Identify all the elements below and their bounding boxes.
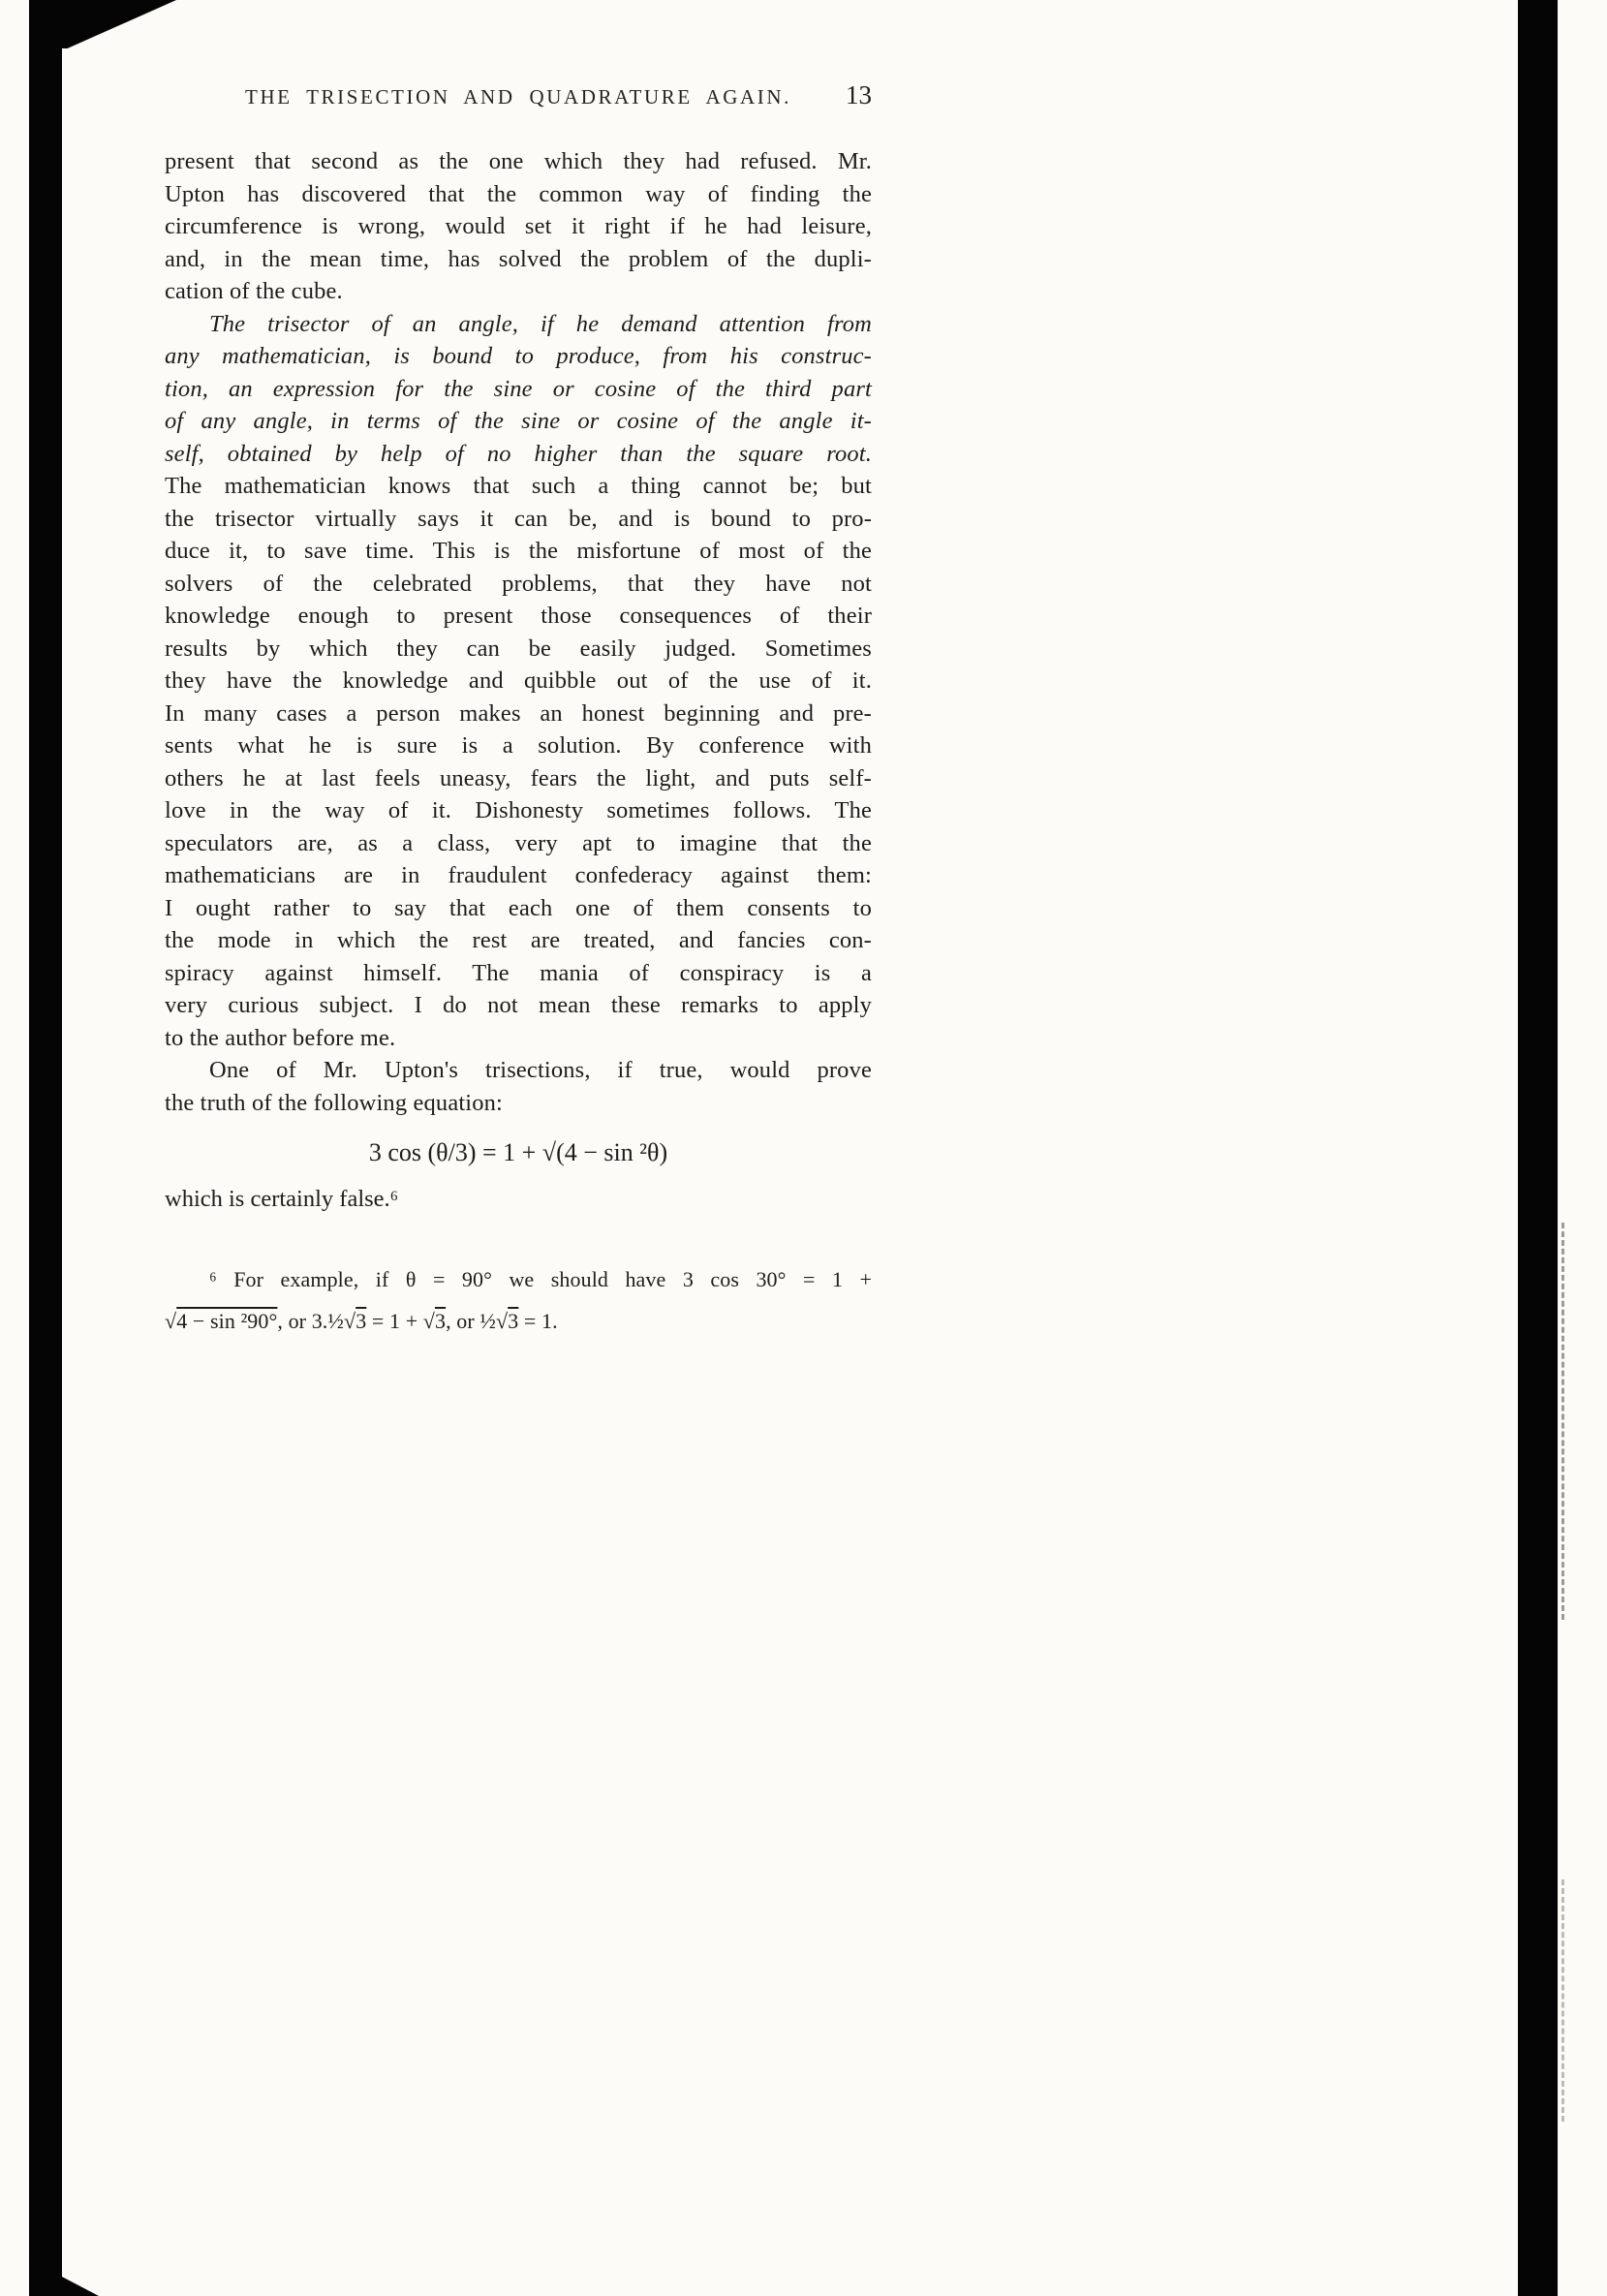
text-line: The trisector of an angle, if he demand attention from xyxy=(209,310,872,337)
page-header xyxy=(165,80,872,116)
text-line: present that second as the one which they had refused. Mr. xyxy=(165,148,872,174)
scan-artifact-top-left-wedge xyxy=(29,0,176,48)
text-line: any mathematician, is bound to produce, from his construc- xyxy=(165,343,872,369)
text-line: circumference is wrong, would set it right if he had leisure, xyxy=(165,213,872,239)
text-line: In many cases a person makes an honest beginning and pre- xyxy=(165,699,872,727)
body-text xyxy=(165,145,872,1119)
text-line: self, obtained by help of no higher than the square root. xyxy=(165,440,872,467)
text-segment: √ xyxy=(165,1308,177,1333)
radicand-overline: 3 xyxy=(435,1308,447,1333)
text-line: the trisector virtually says it can be, and is bound to pro- xyxy=(165,505,872,532)
radicand-overline: 3 xyxy=(508,1308,519,1333)
text-line: cation of the cube. xyxy=(165,278,343,304)
text-line: sents what he is sure is a solution. By conference with xyxy=(165,732,872,759)
text-line: speculators are, as a class, very apt to imagine that the xyxy=(165,829,872,856)
text-line: The mathematician knows that such a thing cannot be; but xyxy=(165,473,872,499)
text-line: mathematicians are in fraudulent confederacy against them: xyxy=(165,862,872,888)
text-line: very curious subject. I do not mean these remarks to apply xyxy=(165,992,872,1018)
running-title: THE TRISECTION AND QUADRATURE AGAIN. xyxy=(245,85,791,109)
page-content xyxy=(165,80,872,1342)
text-line: others he at last feels uneasy, fears the light, and puts self- xyxy=(165,764,872,791)
text-segment: , or ½√ xyxy=(446,1308,509,1333)
text-line: results by which they can be easily judged. Sometimes xyxy=(165,635,872,662)
text-line: the truth of the following equation: xyxy=(165,1089,504,1116)
text-line: to the author before me. xyxy=(165,1024,396,1051)
scan-artifact-left-edge xyxy=(29,0,62,2296)
text-line: the mode in which the rest are treated, and fancies con- xyxy=(165,927,872,953)
text-line: of any angle, in terms of the sine or cosine of the angle it- xyxy=(165,408,872,434)
page-number: 13 xyxy=(846,80,872,109)
text-segment: = 1 + √ xyxy=(366,1308,435,1333)
after-equation-text: which is certainly false.⁶ xyxy=(165,1186,399,1212)
text-line: they have the knowledge and quibble out of the use of it. xyxy=(165,667,872,694)
radicand-overline: 3 xyxy=(355,1308,367,1333)
text-line: ⁶ For example, if θ = 90° we should have 3 cos 30° = 1 + xyxy=(209,1266,872,1291)
scan-artifact-film-marks xyxy=(1561,1223,1564,1620)
text-line: solvers of the celebrated problems, that they have not xyxy=(165,570,872,597)
text-line: and, in the mean time, has solved the problem of the dupli- xyxy=(165,245,872,272)
text-segment: = 1. xyxy=(518,1308,558,1333)
text-line: tion, an expression for the sine or cosine of the third part xyxy=(165,375,872,402)
equation: 3 cos (θ/3) = 1 + √(4 − sin ²θ) xyxy=(368,1138,668,1166)
text-line: duce it, to save time. This is the misfortune of most of the xyxy=(165,538,872,564)
text-line: I ought rather to say that each one of them consents to xyxy=(165,894,872,921)
text-line: Upton has discovered that the common way of finding the xyxy=(165,180,872,207)
scan-artifact-right-edge xyxy=(1518,0,1558,2296)
text-line xyxy=(165,1300,872,1342)
text-line: love in the way of it. Dishonesty sometimes follows. The xyxy=(165,797,872,823)
footnote xyxy=(165,1258,872,1342)
text-line: spiracy against himself. The mania of conspiracy is a xyxy=(165,959,872,986)
radicand-overline: 4 − sin ²90° xyxy=(176,1308,278,1333)
text-line: One of Mr. Upton's trisections, if true, would prove xyxy=(209,1057,872,1083)
scan-artifact-film-marks-lower xyxy=(1561,1879,1564,2122)
text-line: knowledge enough to present those consequences of their xyxy=(165,603,872,629)
text-segment: , or 3.½√ xyxy=(277,1308,356,1333)
